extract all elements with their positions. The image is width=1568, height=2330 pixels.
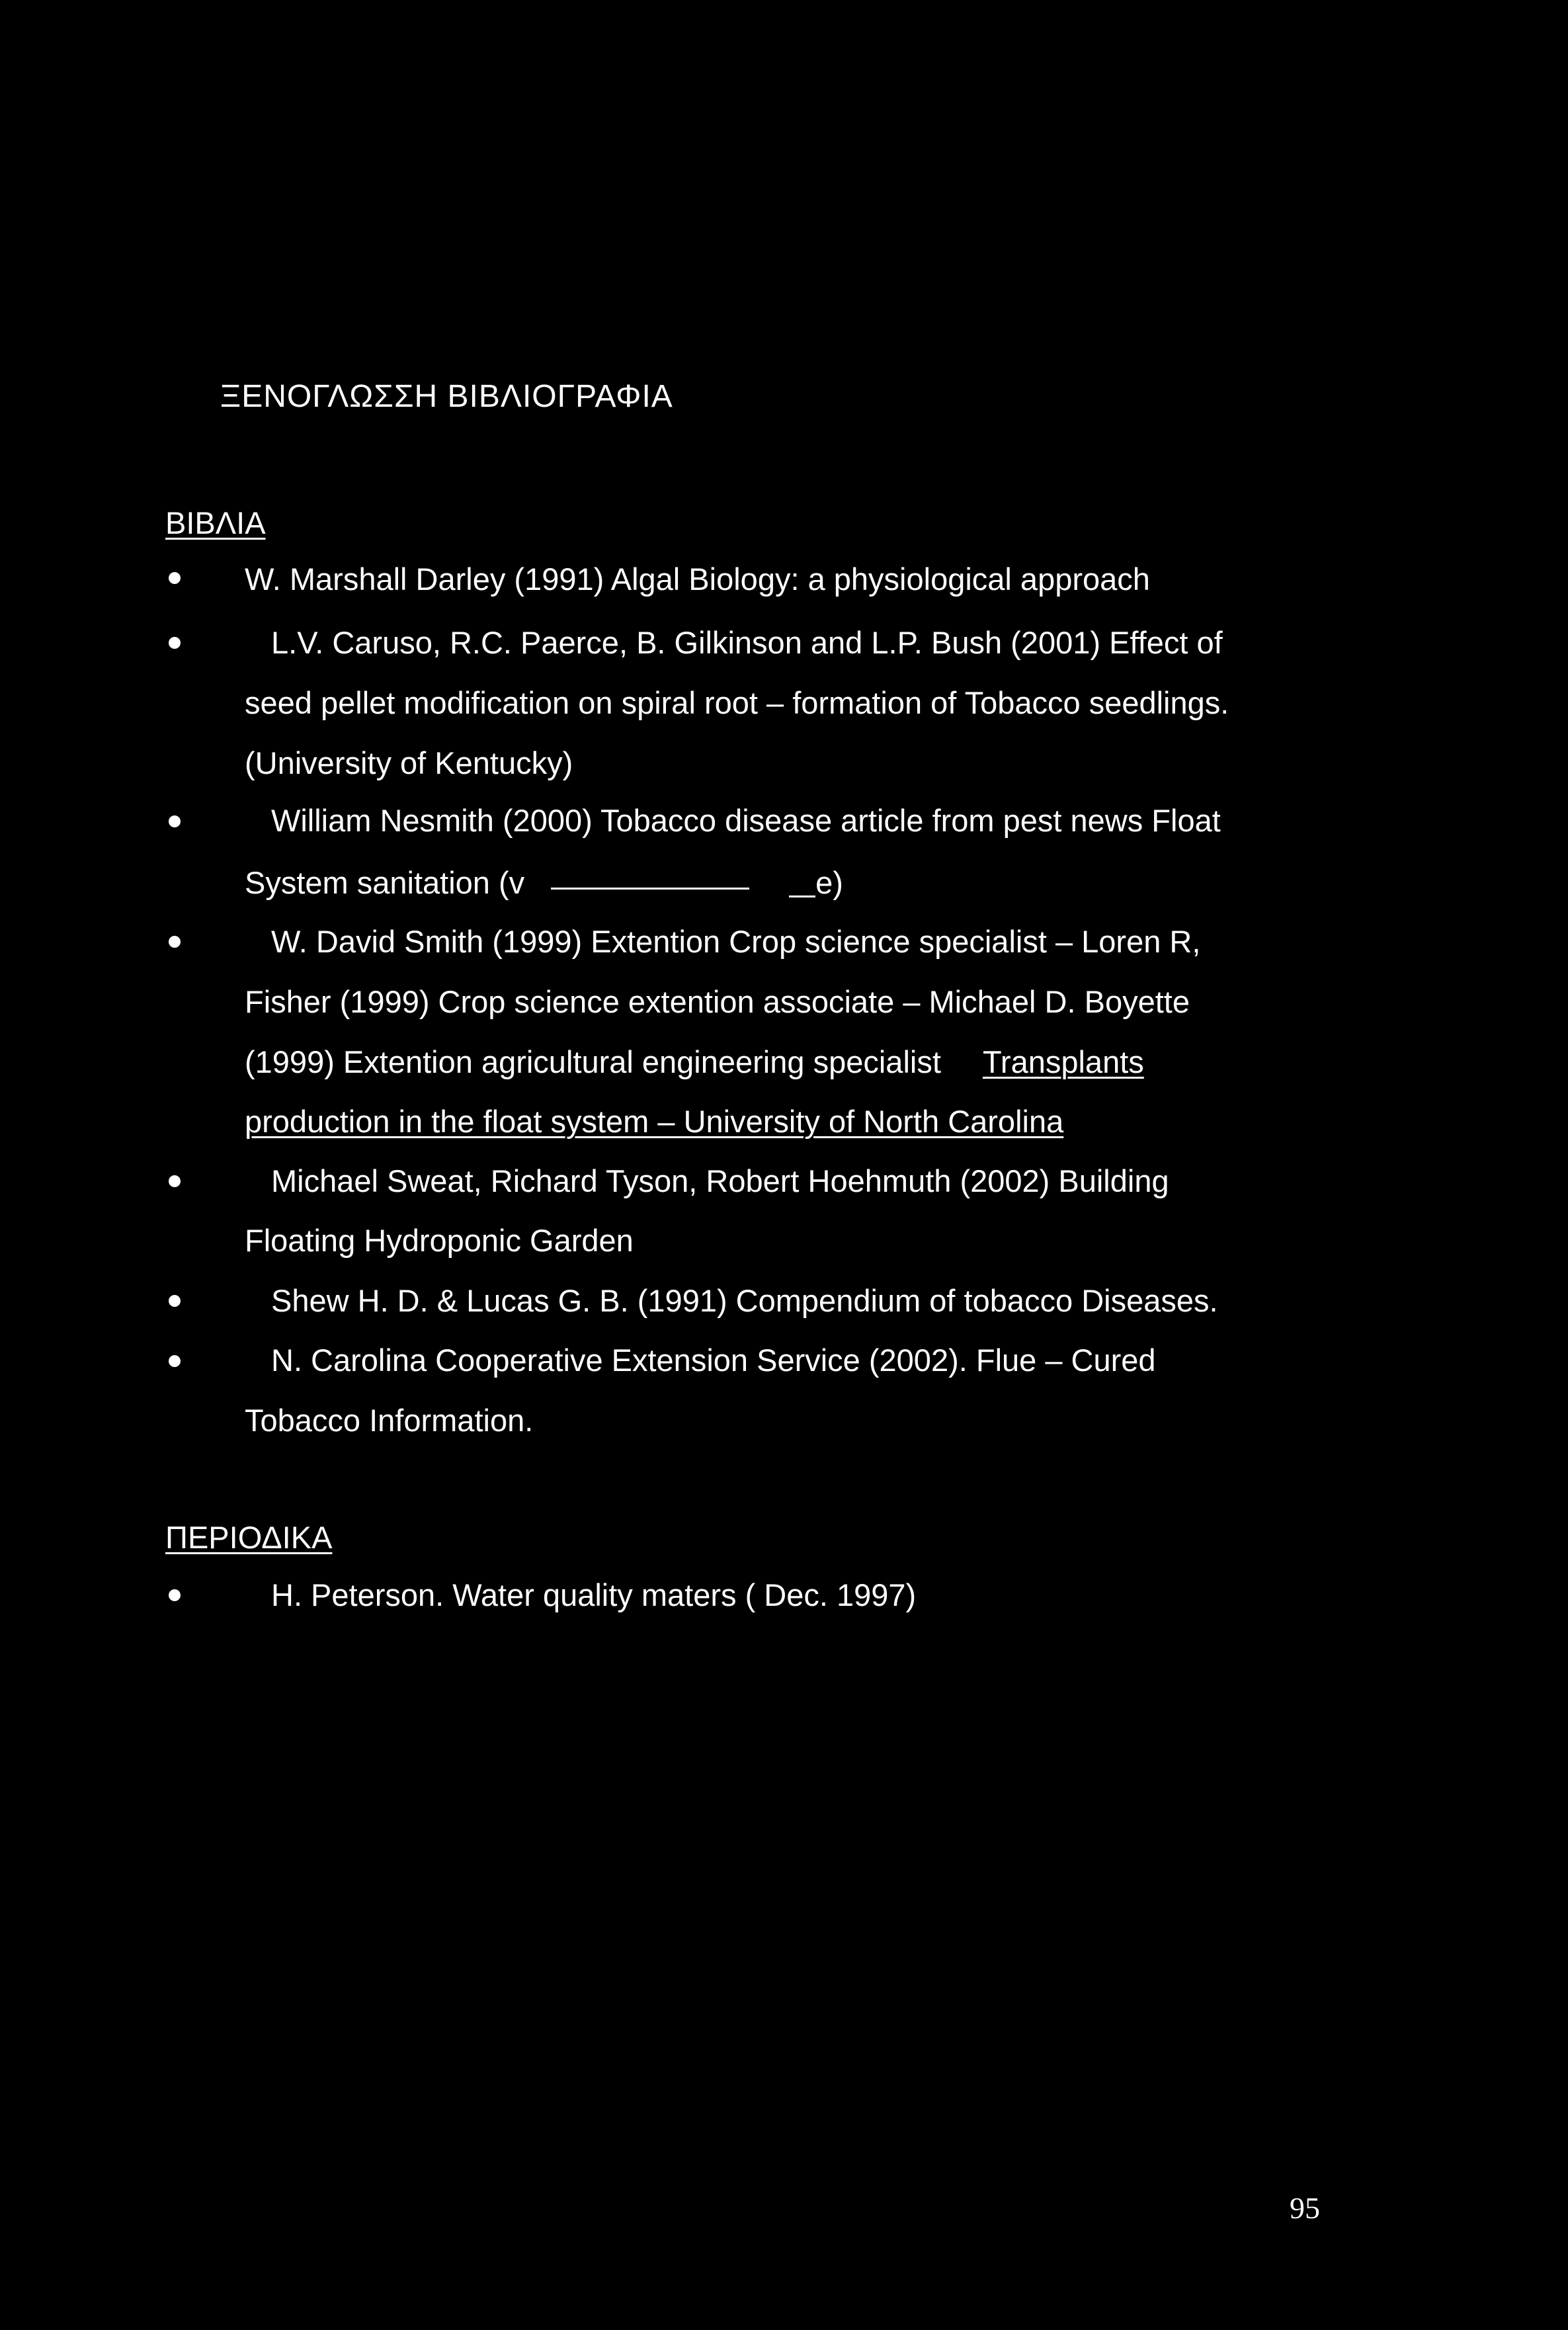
bullet-icon [169, 572, 181, 584]
bullet-icon [169, 815, 181, 827]
reference-line: N. Carolina Cooperative Extension Service (2002). Flue – Cured [271, 1343, 1156, 1378]
bullet-icon [169, 1175, 181, 1187]
reference-line-with-title [245, 1046, 1144, 1077]
blank-underline [789, 895, 815, 897]
reference-line: H. Peterson. Water quality maters ( Dec. 1997) [271, 1577, 917, 1612]
section-heading-periodicals: ΠΕΡΙΟΔΙΚΑ [165, 1520, 333, 1555]
reference-line: L.V. Caruso, R.C. Paerce, B. Gilkinson and L.P. Bush (2001) Effect of [271, 625, 1223, 660]
reference-text: (1999) Extention agricultural engineering specialist [245, 1044, 941, 1079]
bullet-icon [169, 1589, 181, 1601]
reference-line: W. Marshall Darley (1991) Algal Biology: a physiological approach [245, 562, 1150, 597]
blank-underline [551, 888, 749, 890]
page-number: 95 [1290, 2191, 1320, 2225]
reference-line: (University of Kentucky) [245, 745, 573, 780]
reference-line: W. David Smith (1999) Extention Crop science specialist – Loren R, [271, 924, 1201, 959]
reference-title-line: production in the float system – University of North Carolina [245, 1104, 1064, 1139]
reference-line: Floating Hydroponic Garden [245, 1223, 634, 1258]
bullet-icon [169, 637, 181, 649]
page-title: ΞΕΝΟΓΛΩΣΣΗ ΒΙΒΛΙΟΓΡΑΦΙΑ [220, 379, 673, 414]
bullet-icon [169, 936, 181, 948]
bullet-icon [169, 1355, 181, 1367]
reference-line: seed pellet modification on spiral root – formation of Tobacco seedlings. [245, 685, 1229, 720]
section-heading-books: ΒΙΒΛΙΑ [165, 505, 266, 540]
reference-text: System sanitation (v [245, 865, 525, 900]
reference-line: Tobacco Information. [245, 1403, 534, 1438]
reference-line: Fisher (1999) Crop science extention associate – Michael D. Boyette [245, 984, 1190, 1019]
reference-line-partial [245, 864, 843, 901]
reference-line: Michael Sweat, Richard Tyson, Robert Hoehmuth (2002) Building [271, 1163, 1169, 1198]
reference-line: William Nesmith (2000) Tobacco disease article from pest news Float [271, 803, 1221, 838]
bullet-icon [169, 1295, 181, 1307]
reference-title-text: Transplants [982, 1044, 1144, 1079]
reference-text: e) [815, 865, 843, 900]
reference-line: Shew H. D. & Lucas G. B. (1991) Compendium of tobacco Diseases. [271, 1283, 1218, 1318]
